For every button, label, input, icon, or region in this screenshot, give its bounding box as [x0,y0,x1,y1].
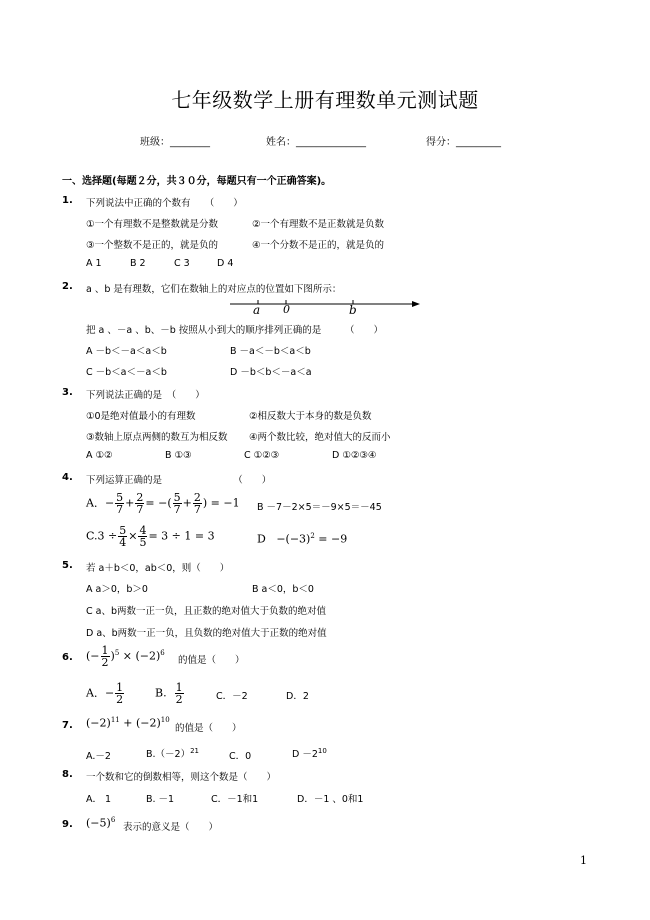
option-d[interactable]: $D -2^{10}$ [292,746,327,760]
option-c[interactable]: C －b＜a＜－a＜b [86,367,167,378]
question-expression: $(-5)^6$ [86,816,116,830]
question-number: 3. [62,387,73,398]
question-number: 5. [62,560,73,571]
question-stem: 下列说法正确的是 （ ） [86,390,205,401]
option-b[interactable]: B. －1 [146,794,175,805]
option-d[interactable]: D $-(-3)^2 = -9$ [257,532,348,546]
question-expression: (− $\frac{1}{2}$ )$^5 \times (-2)^6$ [86,644,165,669]
option-c[interactable]: C ①②③ [244,450,280,461]
statement: ④一个分数不是正的，就是负的 [252,240,385,251]
option-d[interactable]: D ①②③④ [332,450,377,461]
name-field[interactable]: 姓名：______________ [266,137,366,148]
option-b[interactable]: B －a＜－b＜a＜b [230,346,311,357]
option-c[interactable]: C a、b两数一正一负，且正数的绝对值大于负数的绝对值 [86,606,327,617]
option-d[interactable]: D 4 [217,258,234,269]
question-number: 7. [62,720,73,731]
statement: ③一个整数不是正的，就是负的 [86,240,219,251]
question-number: 6. [62,652,73,663]
statement: ④两个数比较，绝对值大的反而小 [249,432,391,443]
option-a[interactable]: A a＞0，b＞0 [86,584,148,595]
option-a[interactable]: A ①② [86,450,113,461]
question-stem: 的值是（ ） [178,655,245,666]
option-b[interactable]: B ①③ [165,450,192,461]
option-a[interactable]: A．− $\frac{1}{2}$ [86,681,124,706]
option-b[interactable]: B 2 [130,258,146,269]
question-number: 2. [62,281,73,292]
page-number: 1 [580,854,587,867]
option-a[interactable]: A 1 [86,258,102,269]
page-title: 七年级数学上册有理数单元测试题 [171,88,479,112]
option-a[interactable]: A －b＜－a＜a＜b [86,346,167,357]
question-ask: 把 a 、－a 、b、－b 按照从小到大的顺序排列正确的是 （ ） [86,325,384,336]
option-label: C. [86,529,98,543]
option-d[interactable]: D a、b两数一正一负，且负数的绝对值大于正数的绝对值 [86,628,327,639]
option-b[interactable]: B －7－2×5＝－9×5＝－45 [257,502,382,513]
option-c[interactable]: C 3 [174,258,190,269]
question-stem: 下列说法中正确的个数有 （ ） [86,198,243,209]
question-number: 1. [62,195,73,206]
axis-label-0: 0 [283,303,290,316]
option-d[interactable]: D．－1 、0和1 [297,794,364,805]
statement: ②一个有理数不是正数就是负数 [252,219,385,230]
question-stem: 表示的意义是（ ） [123,822,219,833]
question-stem: 一个数和它的倒数相等，则这个数是（ ） [86,772,277,783]
axis-label-b: b [349,303,357,317]
question-stem: a 、b 是有理数，它们在数轴上的对应点的位置如下图所示： [86,284,342,295]
option-a[interactable]: A． 1 [86,794,112,805]
question-number: 9. [62,819,73,830]
option-b[interactable]: B a＜0，b＜0 [252,584,314,595]
option-b[interactable]: B. $\frac{1}{2}$ [155,681,183,706]
option-c[interactable]: C．－1和1 [211,794,259,805]
option-c[interactable]: C.3 ÷ $\frac{5}{4}$ × $\frac{4}{5}$ = 3 ÷ 1 = 3 [86,524,215,549]
option-c[interactable]: C．0 [229,751,252,762]
section-heading: 一、选择题(每题２分，共３０分，每题只有一个正确答案)。 [62,176,332,187]
question-number: 8. [62,769,73,780]
question-expression: $(-2)^{11} + (-2)^{10}$ [86,716,170,730]
option-d[interactable]: D．2 [286,691,309,702]
arrow-icon [412,301,420,307]
option-b[interactable]: $B.(-2)^{21}$ [146,746,200,760]
option-c[interactable]: C．－2 [216,691,248,702]
axis-label-a: a [253,303,261,317]
score-field[interactable]: 得分：_________ [426,137,501,148]
option-a[interactable]: A.－2 [86,751,111,762]
statement: ②相反数大于本身的数是负数 [249,411,372,422]
statement: ①一个有理数不是整数就是分数 [86,219,219,230]
question-stem: 下列运算正确的是 （ ） [86,475,272,486]
statement: ③数轴上原点两侧的数互为相反数 [86,432,228,443]
question-stem: 的值是（ ） [175,723,242,734]
question-stem: 若 a＋b＜0，ab＜0，则（ ） [86,563,230,574]
option-d[interactable]: D －b＜b＜－a＜a [230,367,312,378]
question-number: 4. [62,472,73,483]
option-a[interactable]: A．− $\frac{5}{7}$ + $\frac{2}{7}$ = −( $\frac{5}{7}$ + $\frac{2}{7}$ ) = −1 [86,491,240,516]
option-label: A． [86,496,105,510]
class-field[interactable]: 班级：________ [140,137,210,148]
statement: ①0是绝对值最小的有理数 [86,411,196,422]
